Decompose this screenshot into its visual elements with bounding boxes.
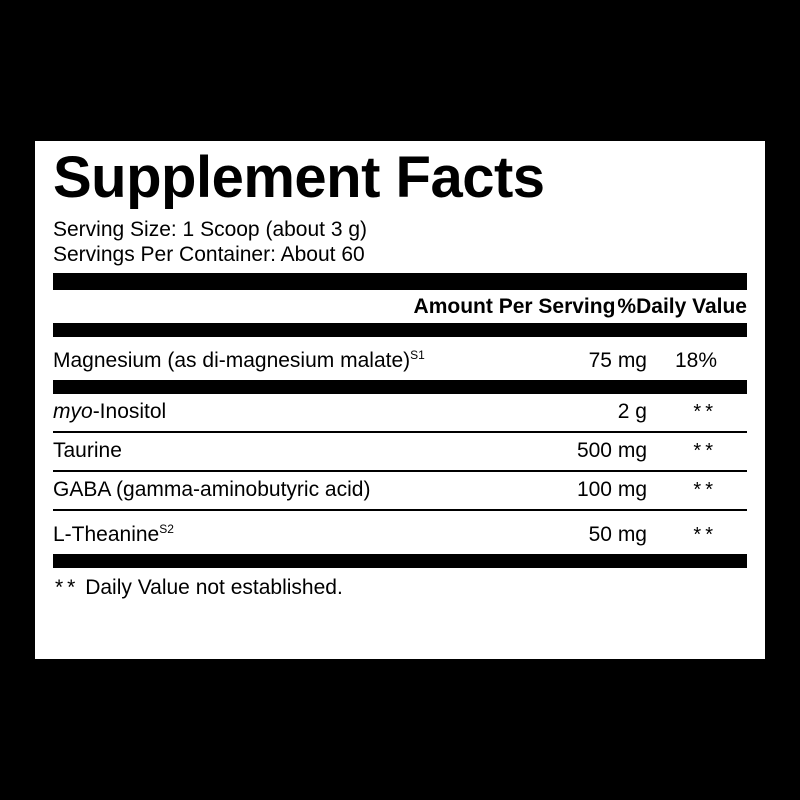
divider-bar-bottom <box>53 554 747 568</box>
ingredient-label: -Inositol <box>92 400 167 423</box>
table-row <box>53 433 747 470</box>
ingredient-amount: 500 mg <box>576 439 647 462</box>
ingredient-label-italic: myo <box>53 400 93 423</box>
servings-per-container: Servings Per Container: About 60 <box>53 243 365 266</box>
serving-size: Serving Size: 1 Scoop (about 3 g) <box>53 218 368 241</box>
table-row <box>53 337 747 380</box>
ingredient-daily-value: ** <box>693 479 717 501</box>
footnote <box>53 568 747 600</box>
ingredient-daily-value: ** <box>693 440 717 462</box>
ingredient-amount: 50 mg <box>588 523 647 546</box>
panel-inner <box>53 147 747 653</box>
ingredient-daily-value: ** <box>693 401 717 423</box>
ingredient-label: L-Theanine <box>53 523 160 546</box>
supplement-facts-panel <box>30 136 770 664</box>
divider-bar-top <box>53 273 747 290</box>
divider-bar-headers <box>53 323 747 337</box>
page-title: Supplement Facts <box>53 145 545 210</box>
ingredient-label: Magnesium (as di-magnesium malate) <box>53 349 411 372</box>
table-row <box>53 472 747 509</box>
ingredient-amount: 75 mg <box>588 349 647 372</box>
header-amount-per-serving: Amount Per Serving <box>413 295 616 318</box>
ingredient-superscript: S2 <box>159 522 174 536</box>
ingredient-name <box>53 439 497 463</box>
ingredient-label: GABA (gamma-aminobutyric acid) <box>53 478 371 501</box>
divider-bar-mid <box>53 380 747 394</box>
footnote-text: Daily Value not established. <box>85 576 343 599</box>
serving-info <box>53 217 747 267</box>
table-row <box>53 394 747 431</box>
ingredient-name <box>53 517 497 547</box>
ingredient-name <box>53 400 497 424</box>
ingredient-daily-value: ** <box>693 524 717 546</box>
footnote-stars: ** <box>55 576 80 599</box>
ingredient-superscript: S1 <box>410 348 425 362</box>
column-headers <box>53 290 747 323</box>
ingredient-daily-value: 18% <box>674 349 717 372</box>
ingredient-name <box>53 478 497 502</box>
ingredient-amount: 100 mg <box>576 478 647 501</box>
header-daily-value: %Daily Value <box>617 295 747 318</box>
table-row <box>53 511 747 554</box>
ingredient-label: Taurine <box>53 439 122 462</box>
ingredient-amount: 2 g <box>617 400 647 423</box>
ingredient-name <box>53 343 497 373</box>
